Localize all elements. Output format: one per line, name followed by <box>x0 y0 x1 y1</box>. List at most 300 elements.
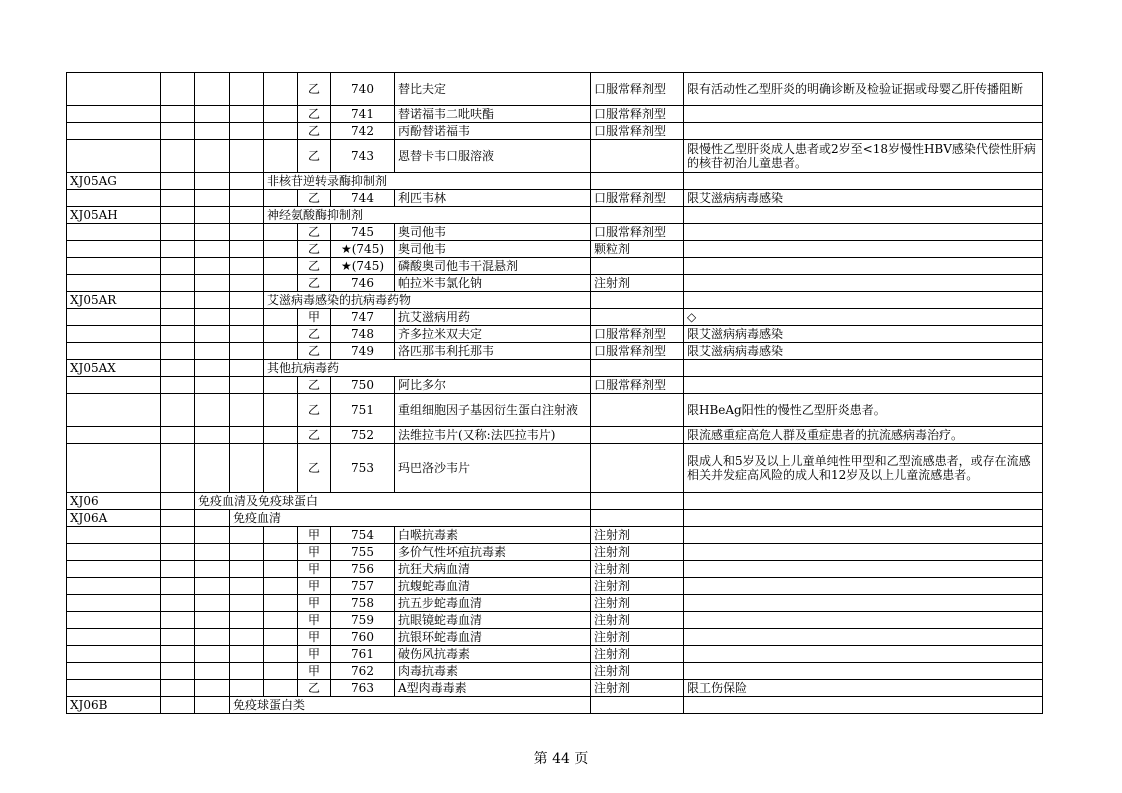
drug-level: 乙 <box>298 190 331 207</box>
drug-row <box>67 394 1043 427</box>
drug-row <box>67 275 1043 292</box>
category-code: XJ05AR <box>67 292 161 309</box>
drug-level: 乙 <box>298 241 331 258</box>
empty-cell <box>67 578 161 595</box>
empty-cell <box>161 394 195 427</box>
empty-cell <box>264 612 298 629</box>
drug-number: 751 <box>331 394 395 427</box>
empty-cell <box>195 697 230 714</box>
empty-cell <box>67 377 161 394</box>
drug-remark <box>684 106 1043 123</box>
empty-cell <box>230 258 264 275</box>
drug-row <box>67 544 1043 561</box>
empty-cell <box>230 595 264 612</box>
empty-cell <box>195 561 230 578</box>
drug-level: 甲 <box>298 527 331 544</box>
empty-cell <box>591 173 684 190</box>
empty-cell <box>161 207 195 224</box>
drug-remark <box>684 224 1043 241</box>
drug-row <box>67 578 1043 595</box>
empty-cell <box>67 190 161 207</box>
drug-row <box>67 258 1043 275</box>
drug-number: 749 <box>331 343 395 360</box>
drug-remark <box>684 123 1043 140</box>
drug-row <box>67 241 1043 258</box>
empty-cell <box>684 510 1043 527</box>
empty-cell <box>195 578 230 595</box>
drug-remark <box>684 377 1043 394</box>
empty-cell <box>591 697 684 714</box>
empty-cell <box>230 241 264 258</box>
dosage-form: 注射剂 <box>591 527 684 544</box>
drug-number: 755 <box>331 544 395 561</box>
empty-cell <box>264 190 298 207</box>
drug-remark: 限流感重症高危人群及重症患者的抗流感病毒治疗。 <box>684 427 1043 444</box>
table-body <box>67 73 1043 714</box>
drug-row <box>67 377 1043 394</box>
empty-cell <box>161 595 195 612</box>
empty-cell <box>195 629 230 646</box>
empty-cell <box>264 258 298 275</box>
empty-cell <box>264 629 298 646</box>
empty-cell <box>161 224 195 241</box>
drug-remark: 限有活动性乙型肝炎的明确诊断及检验证据或母婴乙肝传播阻断 <box>684 73 1043 106</box>
drug-row <box>67 595 1043 612</box>
empty-cell <box>67 561 161 578</box>
empty-cell <box>264 275 298 292</box>
dosage-form: 注射剂 <box>591 612 684 629</box>
empty-cell <box>67 224 161 241</box>
category-code: XJ05AH <box>67 207 161 224</box>
empty-cell <box>161 258 195 275</box>
drug-number: 758 <box>331 595 395 612</box>
dosage-form: 口服常释剂型 <box>591 224 684 241</box>
drug-level: 甲 <box>298 663 331 680</box>
empty-cell <box>195 275 230 292</box>
category-name: 免疫血清 <box>230 510 591 527</box>
drug-row <box>67 444 1043 493</box>
empty-cell <box>67 275 161 292</box>
drug-name: 替比夫定 <box>395 73 591 106</box>
empty-cell <box>230 106 264 123</box>
category-row <box>67 697 1043 714</box>
empty-cell <box>195 544 230 561</box>
drug-level: 乙 <box>298 224 331 241</box>
drug-number: 740 <box>331 73 395 106</box>
drug-number: 763 <box>331 680 395 697</box>
drug-level: 甲 <box>298 646 331 663</box>
empty-cell <box>264 326 298 343</box>
empty-cell <box>195 510 230 527</box>
empty-cell <box>684 493 1043 510</box>
drug-level: 甲 <box>298 561 331 578</box>
empty-cell <box>161 343 195 360</box>
drug-row <box>67 527 1043 544</box>
empty-cell <box>264 680 298 697</box>
empty-cell <box>230 377 264 394</box>
empty-cell <box>161 309 195 326</box>
drug-level: 甲 <box>298 544 331 561</box>
empty-cell <box>195 173 230 190</box>
drug-remark: 限工伤保险 <box>684 680 1043 697</box>
empty-cell <box>264 140 298 173</box>
empty-cell <box>161 427 195 444</box>
drug-number: 747 <box>331 309 395 326</box>
empty-cell <box>264 561 298 578</box>
drug-row <box>67 190 1043 207</box>
empty-cell <box>161 680 195 697</box>
empty-cell <box>67 73 161 106</box>
empty-cell <box>684 173 1043 190</box>
empty-cell <box>161 106 195 123</box>
drug-row <box>67 646 1043 663</box>
drug-remark <box>684 544 1043 561</box>
empty-cell <box>67 444 161 493</box>
empty-cell <box>230 544 264 561</box>
empty-cell <box>230 578 264 595</box>
category-row <box>67 173 1043 190</box>
empty-cell <box>684 360 1043 377</box>
drug-number: 760 <box>331 629 395 646</box>
empty-cell <box>230 275 264 292</box>
category-name: 非核苷逆转录酶抑制剂 <box>264 173 591 190</box>
empty-cell <box>161 646 195 663</box>
empty-cell <box>230 629 264 646</box>
empty-cell <box>195 326 230 343</box>
drug-row <box>67 326 1043 343</box>
empty-cell <box>264 427 298 444</box>
drug-remark <box>684 258 1043 275</box>
empty-cell <box>161 275 195 292</box>
empty-cell <box>230 612 264 629</box>
empty-cell <box>684 207 1043 224</box>
drug-name: 多价气性坏疽抗毒素 <box>395 544 591 561</box>
drug-row <box>67 680 1043 697</box>
drug-number: 756 <box>331 561 395 578</box>
drug-level: 乙 <box>298 275 331 292</box>
empty-cell <box>195 444 230 493</box>
dosage-form: 注射剂 <box>591 595 684 612</box>
dosage-form: 口服常释剂型 <box>591 123 684 140</box>
empty-cell <box>264 646 298 663</box>
empty-cell <box>67 427 161 444</box>
drug-remark <box>684 663 1043 680</box>
dosage-form: 注射剂 <box>591 680 684 697</box>
drug-level: 乙 <box>298 427 331 444</box>
drug-remark <box>684 646 1043 663</box>
empty-cell <box>230 326 264 343</box>
empty-cell <box>195 123 230 140</box>
drug-level: 乙 <box>298 106 331 123</box>
empty-cell <box>67 646 161 663</box>
drug-name: 破伤风抗毒素 <box>395 646 591 663</box>
empty-cell <box>67 258 161 275</box>
drug-level: 乙 <box>298 444 331 493</box>
category-row <box>67 292 1043 309</box>
empty-cell <box>161 561 195 578</box>
drug-row <box>67 309 1043 326</box>
empty-cell <box>161 360 195 377</box>
empty-cell <box>230 663 264 680</box>
empty-cell <box>195 292 230 309</box>
empty-cell <box>67 394 161 427</box>
drug-remark: 限艾滋病病毒感染 <box>684 343 1043 360</box>
drug-number: 745 <box>331 224 395 241</box>
drug-number: 759 <box>331 612 395 629</box>
drug-row <box>67 106 1043 123</box>
empty-cell <box>195 207 230 224</box>
empty-cell <box>230 444 264 493</box>
empty-cell <box>195 309 230 326</box>
empty-cell <box>230 207 264 224</box>
drug-number: 753 <box>331 444 395 493</box>
empty-cell <box>161 510 195 527</box>
drug-level: 甲 <box>298 578 331 595</box>
empty-cell <box>230 343 264 360</box>
drug-name: 抗艾滋病用药 <box>395 309 591 326</box>
drug-level: 乙 <box>298 123 331 140</box>
empty-cell <box>684 292 1043 309</box>
drug-number: 746 <box>331 275 395 292</box>
category-code: XJ05AG <box>67 173 161 190</box>
empty-cell <box>161 73 195 106</box>
dosage-form: 口服常释剂型 <box>591 377 684 394</box>
drug-name: 肉毒抗毒素 <box>395 663 591 680</box>
empty-cell <box>230 561 264 578</box>
empty-cell <box>161 612 195 629</box>
drug-row <box>67 561 1043 578</box>
empty-cell <box>264 241 298 258</box>
dosage-form <box>591 427 684 444</box>
drug-name: 帕拉米韦氯化钠 <box>395 275 591 292</box>
empty-cell <box>161 326 195 343</box>
empty-cell <box>67 527 161 544</box>
empty-cell <box>161 241 195 258</box>
category-name: 艾滋病毒感染的抗病毒药物 <box>264 292 591 309</box>
drug-remark: 限艾滋病病毒感染 <box>684 190 1043 207</box>
drug-row <box>67 73 1043 106</box>
drug-remark <box>684 629 1043 646</box>
empty-cell <box>195 612 230 629</box>
drug-name: 重组细胞因子基因衍生蛋白注射液 <box>395 394 591 427</box>
empty-cell <box>67 140 161 173</box>
category-name: 免疫血清及免疫球蛋白 <box>195 493 591 510</box>
empty-cell <box>230 680 264 697</box>
empty-cell <box>264 527 298 544</box>
empty-cell <box>67 106 161 123</box>
dosage-form: 口服常释剂型 <box>591 106 684 123</box>
drug-remark: 限慢性乙型肝炎成人患者或2岁至<18岁慢性HBV感染代偿性肝病的核苷初治儿童患者。 <box>684 140 1043 173</box>
drug-level: 乙 <box>298 73 331 106</box>
drug-row <box>67 343 1043 360</box>
empty-cell <box>230 123 264 140</box>
dosage-form: 口服常释剂型 <box>591 73 684 106</box>
empty-cell <box>230 190 264 207</box>
dosage-form <box>591 444 684 493</box>
empty-cell <box>195 343 230 360</box>
empty-cell <box>67 343 161 360</box>
drug-number: 744 <box>331 190 395 207</box>
empty-cell <box>161 173 195 190</box>
empty-cell <box>67 544 161 561</box>
empty-cell <box>161 123 195 140</box>
empty-cell <box>264 544 298 561</box>
empty-cell <box>264 73 298 106</box>
empty-cell <box>195 527 230 544</box>
empty-cell <box>195 73 230 106</box>
drug-number: 748 <box>331 326 395 343</box>
drug-remark <box>684 595 1043 612</box>
drug-name: 奥司他韦 <box>395 224 591 241</box>
empty-cell <box>591 510 684 527</box>
category-name: 其他抗病毒药 <box>264 360 591 377</box>
empty-cell <box>195 258 230 275</box>
dosage-form: 注射剂 <box>591 544 684 561</box>
empty-cell <box>264 224 298 241</box>
drug-remark <box>684 561 1043 578</box>
empty-cell <box>230 646 264 663</box>
empty-cell <box>230 173 264 190</box>
empty-cell <box>264 595 298 612</box>
drug-catalog-table <box>66 72 1043 714</box>
empty-cell <box>161 578 195 595</box>
drug-remark: 限HBeAg阳性的慢性乙型肝炎患者。 <box>684 394 1043 427</box>
drug-number: 743 <box>331 140 395 173</box>
drug-level: 乙 <box>298 377 331 394</box>
empty-cell <box>195 646 230 663</box>
category-code: XJ05AX <box>67 360 161 377</box>
drug-name: 齐多拉米双夫定 <box>395 326 591 343</box>
drug-name: 丙酚替诺福韦 <box>395 123 591 140</box>
drug-name: 洛匹那韦利托那韦 <box>395 343 591 360</box>
drug-level: 乙 <box>298 343 331 360</box>
empty-cell <box>264 394 298 427</box>
dosage-form: 口服常释剂型 <box>591 190 684 207</box>
empty-cell <box>230 224 264 241</box>
category-row <box>67 510 1043 527</box>
category-name: 神经氨酸酶抑制剂 <box>264 207 591 224</box>
empty-cell <box>195 595 230 612</box>
drug-row <box>67 123 1043 140</box>
drug-remark: ◇ <box>684 309 1043 326</box>
drug-remark <box>684 578 1043 595</box>
dosage-form: 口服常释剂型 <box>591 326 684 343</box>
empty-cell <box>264 663 298 680</box>
drug-number: ★(745) <box>331 241 395 258</box>
empty-cell <box>161 663 195 680</box>
empty-cell <box>591 292 684 309</box>
dosage-form: 注射剂 <box>591 275 684 292</box>
dosage-form <box>591 140 684 173</box>
dosage-form: 注射剂 <box>591 629 684 646</box>
drug-name: 法维拉韦片(又称:法匹拉韦片) <box>395 427 591 444</box>
drug-name: 奥司他韦 <box>395 241 591 258</box>
drug-name: 白喉抗毒素 <box>395 527 591 544</box>
empty-cell <box>67 309 161 326</box>
empty-cell <box>591 207 684 224</box>
empty-cell <box>161 493 195 510</box>
drug-level: 甲 <box>298 629 331 646</box>
empty-cell <box>195 241 230 258</box>
drug-remark <box>684 241 1043 258</box>
empty-cell <box>195 680 230 697</box>
empty-cell <box>161 140 195 173</box>
drug-name: 抗狂犬病血清 <box>395 561 591 578</box>
drug-number: 750 <box>331 377 395 394</box>
empty-cell <box>161 629 195 646</box>
empty-cell <box>195 360 230 377</box>
category-code: XJ06 <box>67 493 161 510</box>
drug-remark <box>684 612 1043 629</box>
drug-remark: 限成人和5岁及以上儿童单纯性甲型和乙型流感患者，或存在流感相关并发症高风险的成人和12岁及以上儿童流感患者。 <box>684 444 1043 493</box>
empty-cell <box>230 427 264 444</box>
empty-cell <box>195 427 230 444</box>
empty-cell <box>161 190 195 207</box>
empty-cell <box>591 493 684 510</box>
dosage-form: 注射剂 <box>591 663 684 680</box>
drug-remark <box>684 275 1043 292</box>
dosage-form: 口服常释剂型 <box>591 343 684 360</box>
drug-level: 乙 <box>298 140 331 173</box>
dosage-form <box>591 309 684 326</box>
drug-remark: 限艾滋病病毒感染 <box>684 326 1043 343</box>
empty-cell <box>684 697 1043 714</box>
drug-name: 抗五步蛇毒血清 <box>395 595 591 612</box>
drug-level: 乙 <box>298 326 331 343</box>
empty-cell <box>230 394 264 427</box>
empty-cell <box>230 140 264 173</box>
drug-level: 乙 <box>298 258 331 275</box>
drug-name: 抗银环蛇毒血清 <box>395 629 591 646</box>
empty-cell <box>195 377 230 394</box>
empty-cell <box>67 663 161 680</box>
drug-number: ★(745) <box>331 258 395 275</box>
dosage-form: 注射剂 <box>591 646 684 663</box>
empty-cell <box>67 123 161 140</box>
drug-number: 742 <box>331 123 395 140</box>
empty-cell <box>230 309 264 326</box>
drug-row <box>67 140 1043 173</box>
drug-name: 替诺福韦二吡呋酯 <box>395 106 591 123</box>
dosage-form <box>591 394 684 427</box>
empty-cell <box>230 360 264 377</box>
empty-cell <box>264 578 298 595</box>
empty-cell <box>230 292 264 309</box>
empty-cell <box>264 106 298 123</box>
empty-cell <box>161 527 195 544</box>
drug-name: 抗蝮蛇毒血清 <box>395 578 591 595</box>
empty-cell <box>195 140 230 173</box>
drug-name: 恩替卡韦口服溶液 <box>395 140 591 173</box>
category-code: XJ06A <box>67 510 161 527</box>
empty-cell <box>67 326 161 343</box>
drug-row <box>67 224 1043 241</box>
drug-name: 抗眼镜蛇毒血清 <box>395 612 591 629</box>
drug-name: 阿比多尔 <box>395 377 591 394</box>
empty-cell <box>264 123 298 140</box>
drug-level: 甲 <box>298 595 331 612</box>
drug-number: 752 <box>331 427 395 444</box>
empty-cell <box>195 190 230 207</box>
empty-cell <box>195 224 230 241</box>
empty-cell <box>161 377 195 394</box>
empty-cell <box>264 444 298 493</box>
drug-row <box>67 427 1043 444</box>
empty-cell <box>67 680 161 697</box>
dosage-form: 注射剂 <box>591 561 684 578</box>
dosage-form <box>591 258 684 275</box>
drug-name: A型肉毒毒素 <box>395 680 591 697</box>
